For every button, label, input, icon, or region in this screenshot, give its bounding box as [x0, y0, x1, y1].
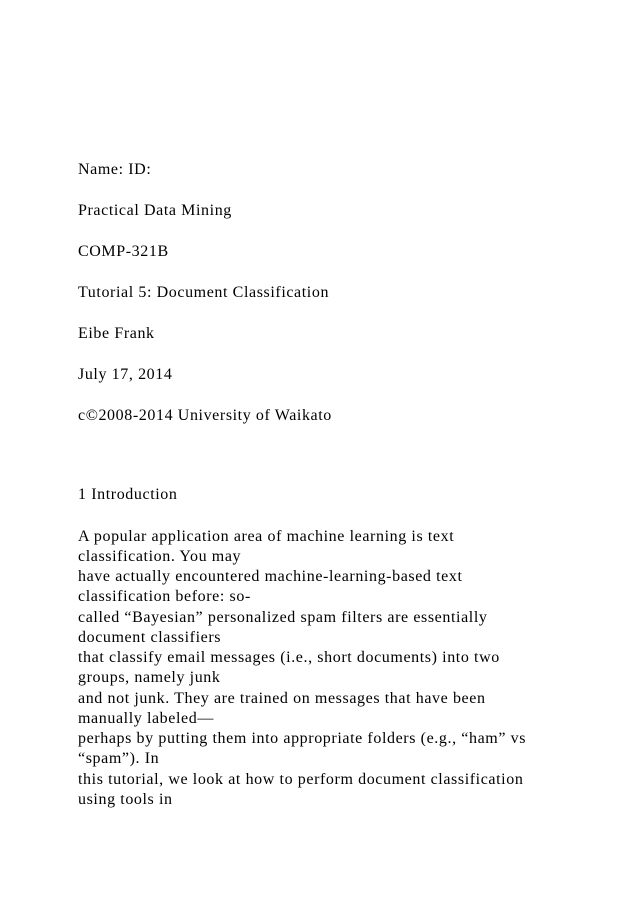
paragraph-line: have actually encountered machine-learning-based text [78, 568, 463, 585]
paragraph-line: that classify email messages (i.e., short documents) into two [78, 649, 500, 666]
author: Eibe Frank [78, 325, 155, 342]
tutorial-title: Tutorial 5: Document Classification [78, 284, 330, 301]
date: July 17, 2014 [78, 366, 173, 383]
paragraph-line: document classifiers [78, 629, 222, 646]
name-id-line: Name: ID: [78, 161, 152, 178]
paragraph-line: A popular application area of machine learning is text [78, 528, 455, 545]
paragraph-line: classification. You may [78, 548, 242, 565]
paragraph-line: this tutorial, we look at how to perform document classification [78, 771, 524, 788]
paragraph-line: and not junk. They are trained on messages that have been [78, 690, 486, 707]
paragraph-line: called “Bayesian” personalized spam filters are essentially [78, 609, 488, 626]
paragraph-line: manually labeled— [78, 710, 214, 727]
copyright: c©2008-2014 University of Waikato [78, 407, 332, 424]
course-title: Practical Data Mining [78, 202, 232, 219]
course-code: COMP-321B [78, 243, 169, 260]
section-heading: 1 Introduction [78, 486, 178, 503]
paragraph-line: “spam”). In [78, 750, 160, 767]
paragraph-line: using tools in [78, 791, 173, 808]
paragraph-line: groups, namely junk [78, 669, 221, 686]
paragraph-line: classification before: so- [78, 588, 251, 605]
paragraph-line: perhaps by putting them into appropriate folders (e.g., “ham” vs [78, 730, 527, 747]
